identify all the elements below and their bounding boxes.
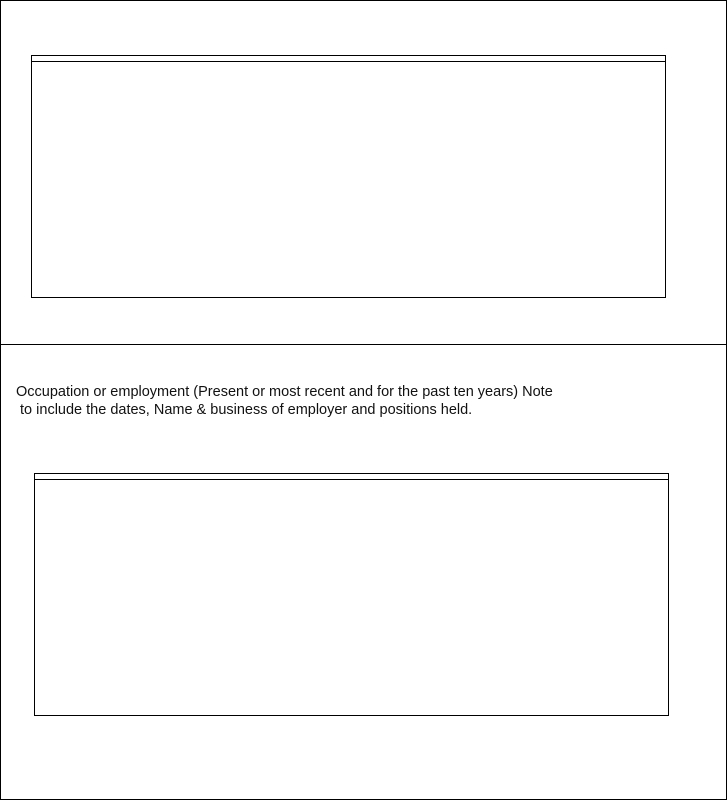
form-section-previous: [0, 0, 727, 345]
occupation-question-label: Occupation or employment (Present or most recent and for the past ten years) Note to include the dates, Name & business of employer and positions held.: [16, 384, 553, 418]
occupation-answer-textarea[interactable]: [34, 473, 669, 716]
previous-answer-textarea[interactable]: [31, 55, 666, 298]
textarea-top-strip: [35, 474, 668, 480]
textarea-top-strip: [32, 56, 665, 62]
form-section-occupation: [0, 344, 727, 800]
